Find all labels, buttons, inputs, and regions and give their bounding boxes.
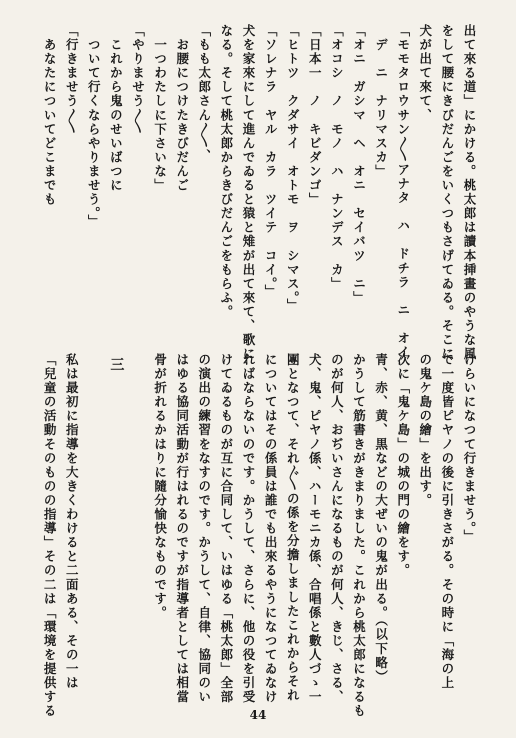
text-column-top: なる。そして桃太郎からきびだんごをもらふ。 (218, 24, 234, 320)
text-column-top: 「行きませう〱 (64, 24, 80, 135)
text-column-bottom: 骨が折れるかはりに隨分愉快なものです。 (152, 353, 168, 620)
text-column-top: 「日本一 ノ キビダンゴ」 (307, 24, 323, 207)
text-column-bottom: けらいになつて行きませう。」 (462, 353, 477, 544)
text-column-top: これから鬼のせいばつに (108, 24, 124, 193)
text-column-bottom: の鬼ケ島の繪」を出す。 (417, 353, 433, 508)
text-column-bottom: ればならないのです。かうして、さらに、他の役を引受 (241, 353, 256, 705)
text-column-top: 一つわたしに下さいな」 (152, 24, 168, 193)
text-column-top: 犬が出て來て、 (417, 24, 433, 123)
text-column-bottom: はゆる協同活動が行はれるのですが指導者としては相當 (174, 353, 190, 705)
text-column-top: 「モモタロウサン〱アナタ ハ ドチラ ニ オイ (395, 24, 411, 360)
text-column-bottom: かうして筋書きがきまりました。これから桃太郎になるも (351, 353, 367, 719)
text-column-top: お腰につけたきびだんご (174, 24, 190, 193)
text-column-bottom: 次に「鬼ケ島」の城の門の繪をす。 (395, 353, 411, 578)
text-column-top: 「もも太郎さん〱、 (196, 24, 212, 163)
text-column-bottom: のが何人、おぢいさんになるものが何人、きじ、さる、 (329, 353, 345, 705)
text-column-bottom: についてはその係員は誰でも出來るやうになつてゐなけ (263, 353, 279, 705)
text-column-top: 「ソレナラ ヤル カラ ツイテ コイ。」 (263, 24, 279, 299)
text-column-bottom: 青、赤、黄、黒などの大ぜいの鬼が出る。（以下略） (373, 353, 389, 684)
text-column-bottom: 犬、鬼、ピヤノ係、ハーモニカ係、合唱係と數人づゝ一 (307, 353, 323, 705)
text-column-bottom: 三 (108, 357, 125, 373)
text-column-top: 「オコシ ノ モノ ハ ナンデス カ」 (329, 24, 345, 291)
text-column-top: 「オニ ガシマ ヘ オニ セイバツ ニ」 (351, 24, 367, 305)
text-column-bottom: の演出の練習をなすのです。かうして、自律、協同のい (196, 353, 212, 705)
text-column-bottom: で一度皆ピヤノの後に引きさがる。その時に「海の上 (439, 353, 455, 691)
text-column-top: 「ヒトツ クダサイ オトモ ヲ シマス。」 (285, 24, 301, 313)
text-column-bottom: 私は最初に指導を大きくわけると二面ある、その一は (64, 353, 80, 691)
text-column-top: あなたについてどこまでも (42, 24, 58, 207)
text-column-top: ついて行くならやりませう。」 (86, 24, 102, 229)
text-column-bottom: 「兒童の活動そのものの指導」その二は「環境を提供する (42, 353, 58, 719)
text-column-top: 出て來る道」にかける。桃太郎は讀本挿畫のやうな風 (462, 24, 477, 362)
text-column-top: デ ニ ナリマスカ」 (373, 24, 389, 179)
text-column-top: 犬を家來にして進んでゐると猿と雉が出て來て、歌に (241, 24, 256, 362)
text-column-top: 「やりませう〱 (130, 24, 146, 135)
text-column-bottom: けてゐるものが互に合同して、いはゆる「桃太郎」全部 (218, 353, 234, 705)
page-number: 44 (249, 708, 267, 722)
text-column-top: をして腰にきびだんごをいくつもさげてゐる。そこに (439, 24, 455, 362)
text-column-bottom: 團となつて、それ〲の係を分擔しましたこれからそれ (285, 353, 301, 703)
